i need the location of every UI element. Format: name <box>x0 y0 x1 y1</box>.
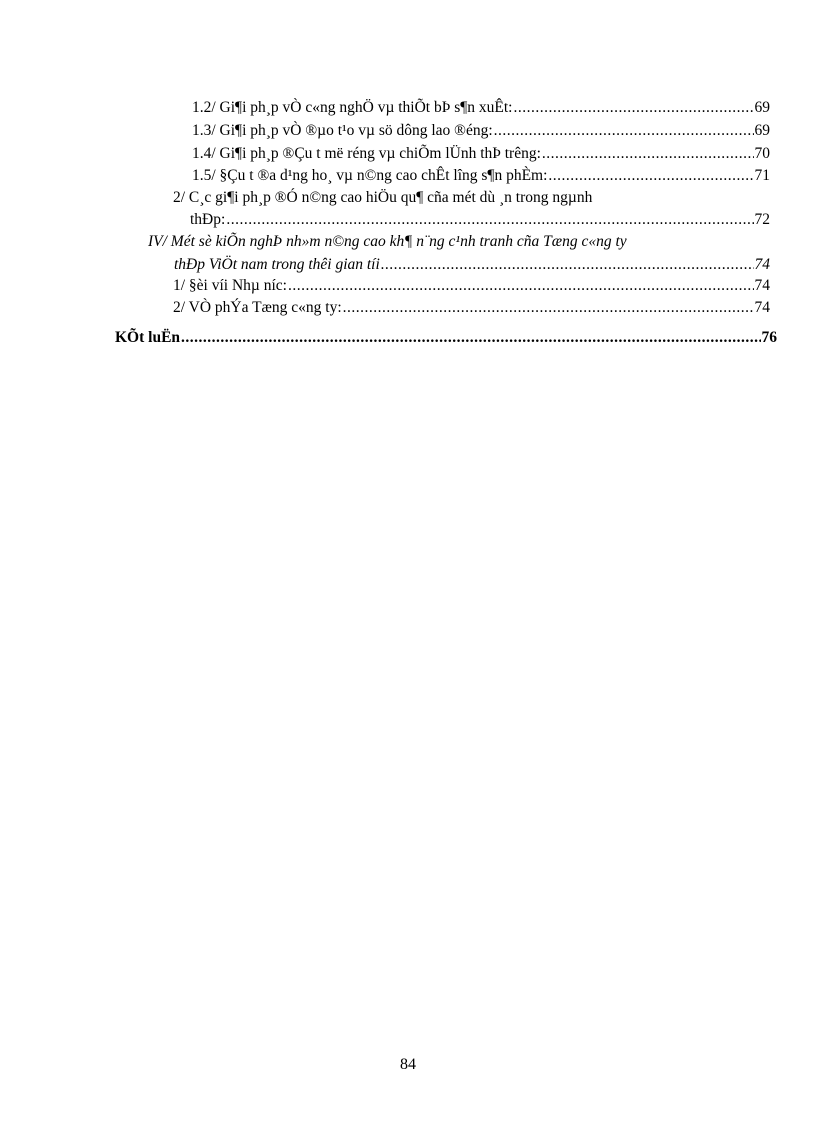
toc-entry-iv-line1 <box>148 232 770 254</box>
toc-entry-1-nha-nuoc <box>173 276 770 298</box>
toc-entry-ket-luan <box>115 328 777 350</box>
toc-entry-page: 70 <box>754 145 770 162</box>
dot-leader <box>226 210 753 230</box>
toc-entry-text: 2/ VÒ phÝa Tæng c«ng ty: <box>173 299 342 316</box>
page-number: 84 <box>400 1056 416 1073</box>
toc-entry-page: 69 <box>754 122 770 139</box>
toc-entry-2-line1 <box>173 188 770 210</box>
toc-entry-page: 72 <box>754 211 770 228</box>
toc-entry-1-3 <box>192 121 770 143</box>
dot-leader <box>542 144 754 164</box>
toc-entry-text: thÐp: <box>190 211 226 228</box>
dot-leader <box>514 98 754 118</box>
toc-entry-text: IV/ Mét sè kiÕn nghÞ nh»m n©ng cao kh¶ n¨ng c¹nh tranh cña Tæng c«ng ty <box>148 233 627 250</box>
toc-entry-text: 1/ §èi víi Nhµ níc: <box>173 277 287 294</box>
toc-entry-page: 74 <box>754 277 770 294</box>
dot-leader <box>181 328 760 348</box>
toc-entry-text: 1.3/ Gi¶i ph¸p vÒ ®µo t¹o vµ sö dông lao ®éng: <box>192 122 493 139</box>
toc-entry-page: 74 <box>754 256 770 273</box>
toc-entry-2-line2 <box>190 210 770 232</box>
toc-entry-page: 74 <box>754 299 770 316</box>
toc-entry-text: KÕt luËn <box>115 329 181 346</box>
dot-leader <box>494 121 754 141</box>
toc-entry-1-4 <box>192 144 770 166</box>
dot-leader <box>343 298 754 318</box>
dot-leader <box>548 166 753 186</box>
toc-entry-text: 2/ C¸c gi¶i ph¸p ®Ó n©ng cao hiÖu qu¶ cña mét dù ¸n trong ngµnh <box>173 189 593 206</box>
dot-leader <box>288 276 754 296</box>
toc-entry-1-2 <box>192 98 770 120</box>
toc-entry-text: 1.5/ §Çu t ®a d¹ng ho¸ vµ n©ng cao chÊt lîng s¶n phÈm: <box>192 167 548 184</box>
toc-entry-text: thÐp ViÖt nam trong thêi gian tíi <box>174 256 380 273</box>
toc-entry-page: 69 <box>754 99 770 116</box>
toc-entry-text: 1.2/ Gi¶i ph¸p vÒ c«ng nghÖ vµ thiÕt bÞ s¶n xuÊt: <box>192 99 513 116</box>
toc-entry-1-5 <box>192 166 770 188</box>
dot-leader <box>381 255 754 275</box>
toc-entry-page: 76 <box>761 329 777 346</box>
toc-entry-page: 71 <box>754 167 770 184</box>
toc-entry-text: 1.4/ Gi¶i ph¸p ®Çu t më réng vµ chiÕm lÜnh thÞ trêng: <box>192 145 541 162</box>
toc-entry-2-tong-cong-ty <box>173 298 770 320</box>
toc-entry-iv-line2 <box>174 255 770 277</box>
